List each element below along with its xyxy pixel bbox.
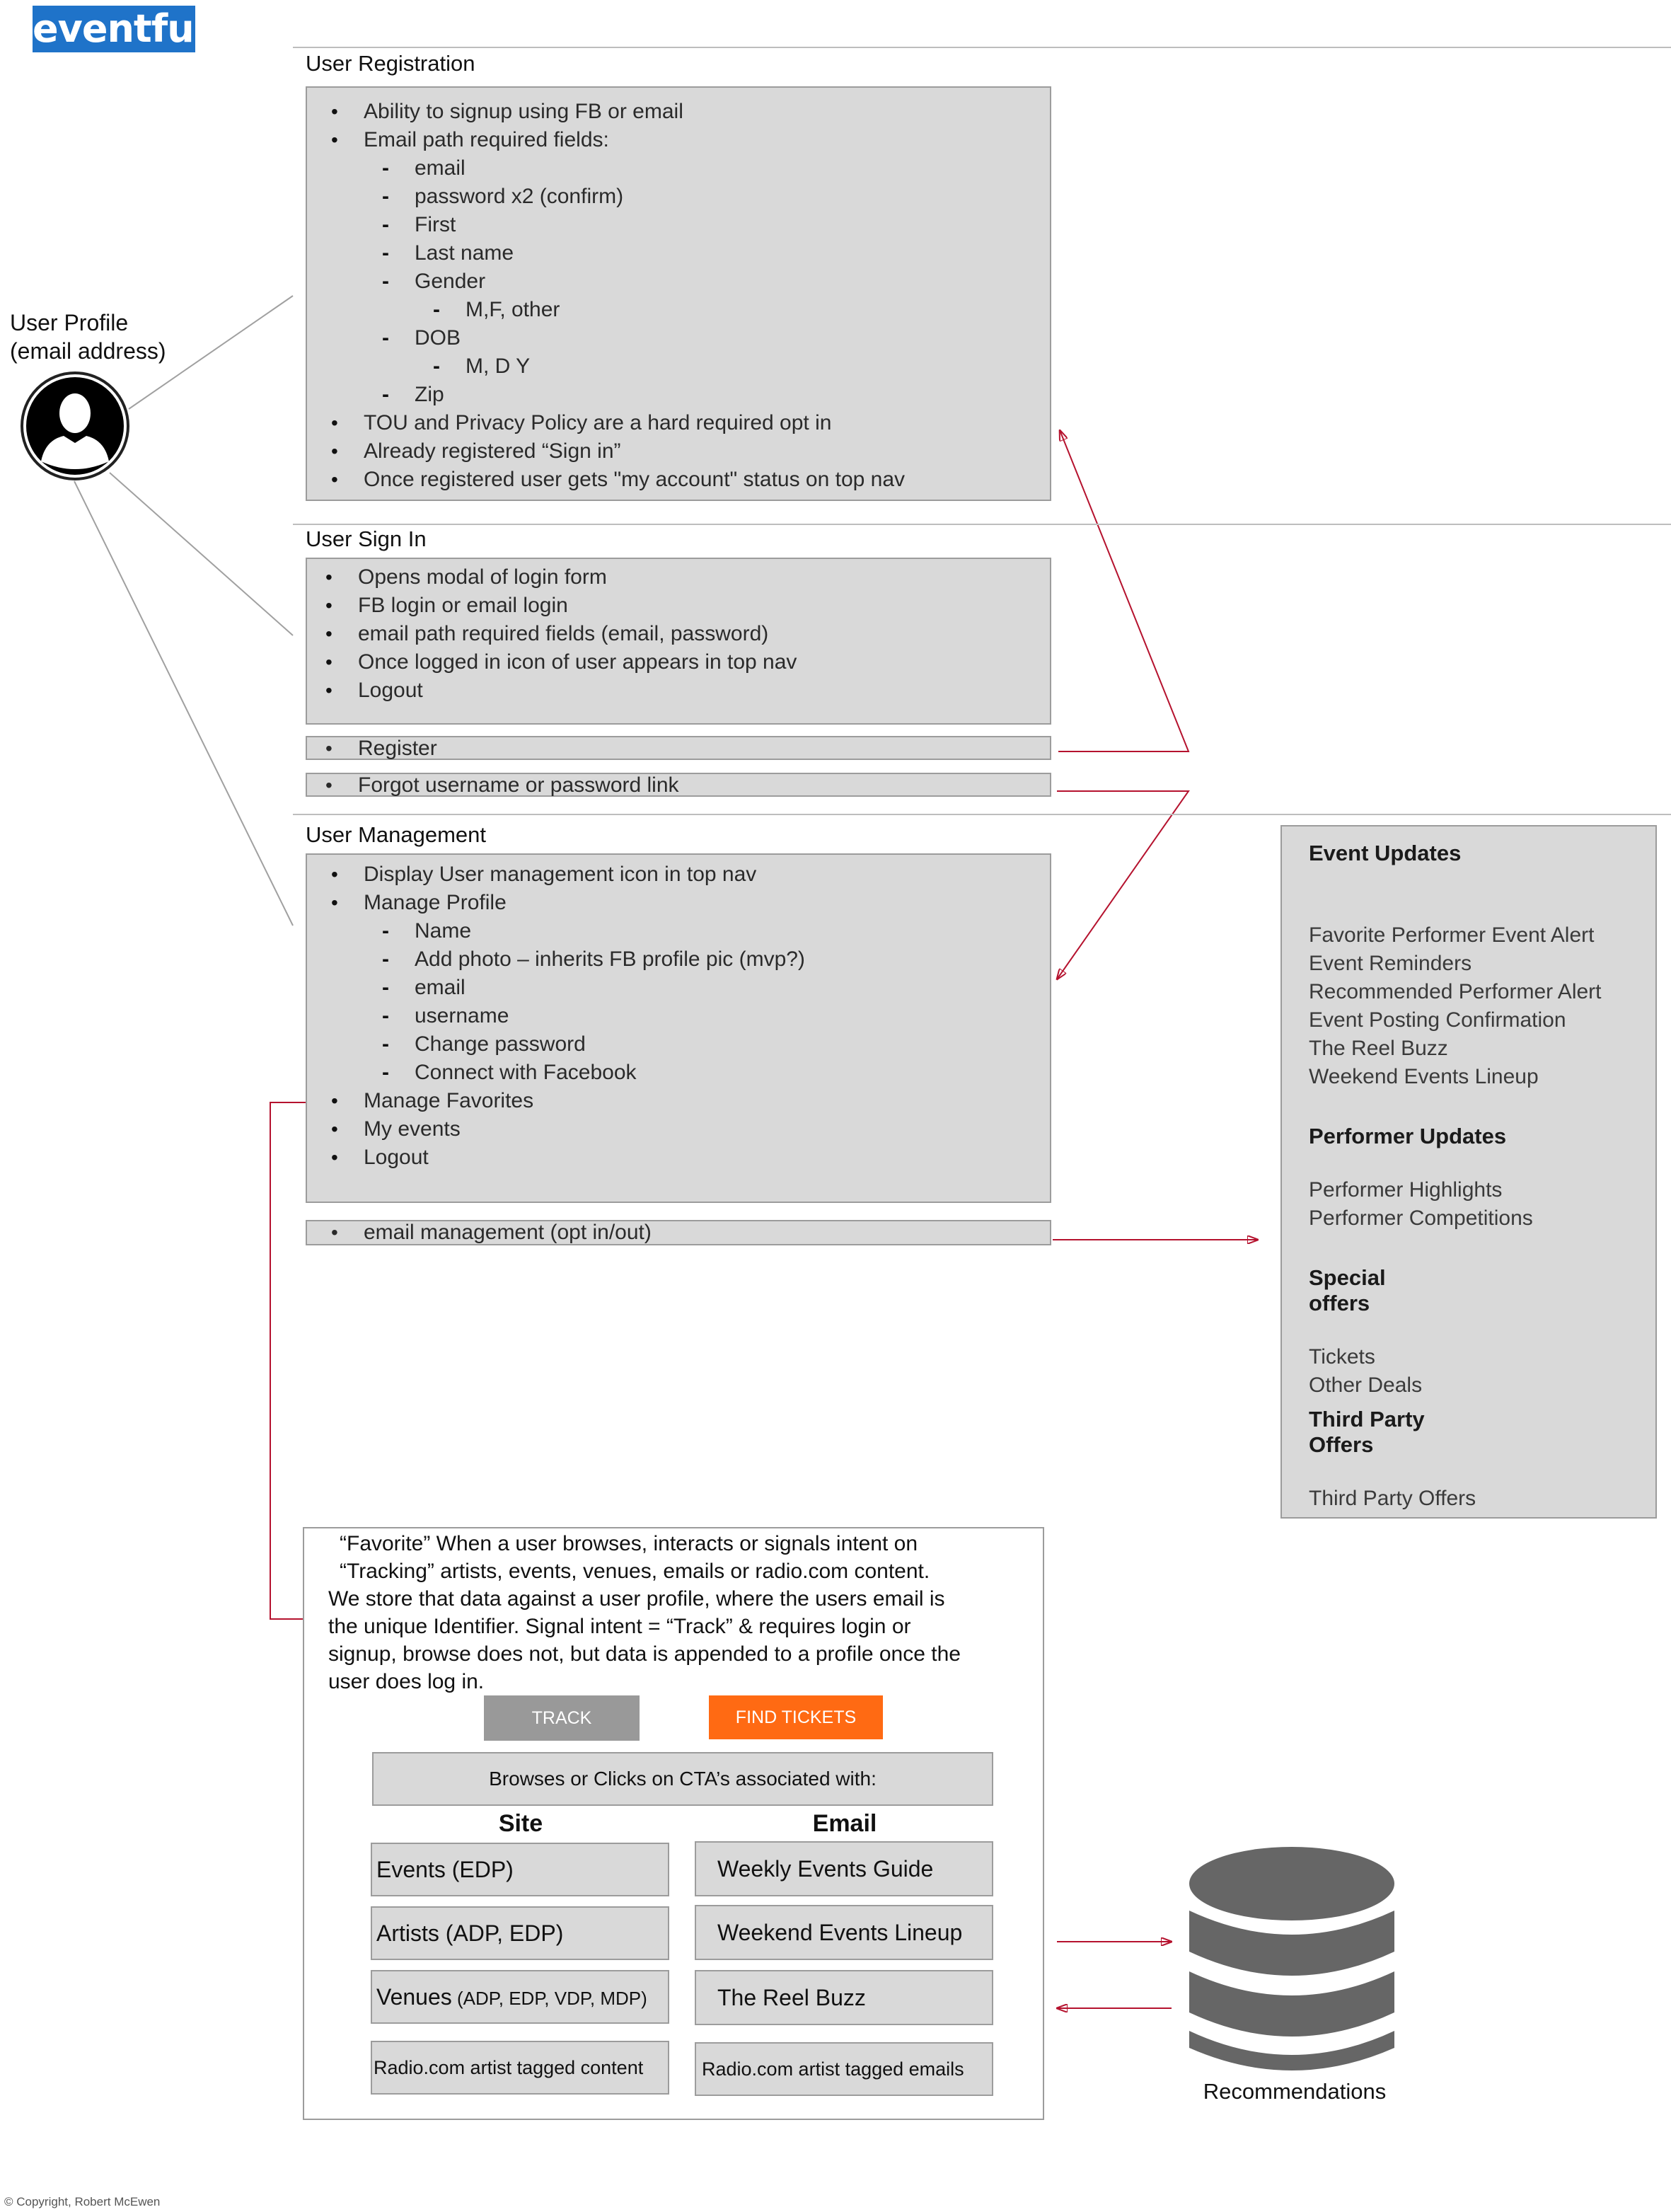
- email-panel-group: [1309, 1124, 1533, 1233]
- list-item: - Change password: [364, 1030, 805, 1059]
- email-panel-item: Event Reminders: [1309, 952, 1472, 975]
- favorite-line: signup, browse does not, but data is appended to a profile once the: [328, 1642, 961, 1666]
- signin-rule: [293, 524, 1671, 525]
- forgot-box[interactable]: [306, 773, 1051, 797]
- list-item: • Opens modal of login form: [358, 563, 797, 592]
- email-panel-heading: Special offers: [1309, 1265, 1386, 1315]
- list-item: • Manage Profile: [364, 889, 805, 917]
- list-item: - password x2 (confirm): [364, 183, 905, 211]
- list-item: - Name: [364, 917, 805, 945]
- list-item: • TOU and Privacy Policy are a hard required opt in: [364, 409, 905, 437]
- email-item-radio: [695, 2042, 993, 2096]
- favorite-line: “Tracking” artists, events, venues, emails or radio.com content.: [340, 1560, 930, 1583]
- list-item: • Ability to signup using FB or email: [364, 98, 905, 126]
- list-item: - Last name: [364, 239, 905, 267]
- email-item-reelbuzz: [695, 1970, 993, 2025]
- signin-title: User Sign In: [306, 526, 427, 551]
- register-box[interactable]: [306, 736, 1051, 760]
- email-mgmt-label[interactable]: email management (opt in/out): [364, 1221, 652, 1244]
- favorite-line: We store that data against a user profile, where the users email is: [328, 1587, 945, 1611]
- email-panel-item: Weekend Events Lineup: [1309, 1065, 1539, 1088]
- bullet: •: [325, 737, 333, 759]
- site-item-label: Events (EDP): [376, 1857, 514, 1882]
- bullet: •: [325, 774, 333, 796]
- list-item: • email path required fields (email, password): [358, 620, 797, 648]
- list-item: • Email path required fields:: [364, 126, 905, 154]
- email-panel-heading: Event Updates: [1309, 841, 1462, 865]
- forgot-arrow: [1057, 791, 1189, 979]
- find-tickets-button-label: FIND TICKETS: [735, 1707, 857, 1727]
- email-panel-item: The Reel Buzz: [1309, 1037, 1448, 1060]
- management-list: [364, 860, 805, 1172]
- site-heading: Site: [498, 1810, 543, 1837]
- site-item-venues: [371, 1970, 669, 2024]
- site-item-label: Venues: [376, 1984, 452, 2010]
- register-link[interactable]: Register: [358, 737, 437, 760]
- list-item: - Connect with Facebook: [364, 1059, 805, 1087]
- register-arrow: [1058, 430, 1189, 751]
- email-panel-group: [1309, 841, 1602, 1091]
- find-tickets-button[interactable]: [709, 1695, 883, 1739]
- list-item: - Gender: [364, 267, 905, 296]
- list-item: • Once registered user gets "my account" status on top nav: [364, 466, 905, 494]
- site-item-label: Artists (ADP, EDP): [376, 1920, 564, 1946]
- email-panel-item: Third Party Offers: [1309, 1487, 1476, 1510]
- radio-site-label: Radio.com artist tagged content: [374, 2057, 644, 2078]
- eventful-logo: eventful: [33, 6, 207, 51]
- favorite-description: [328, 1530, 1036, 1695]
- track-button[interactable]: [484, 1695, 640, 1741]
- signin-list: [358, 563, 797, 705]
- profile-label-line2: (email address): [10, 338, 166, 364]
- recommendations-label: Recommendations: [1203, 2079, 1387, 2104]
- copyright: © Copyright, Robert McEwen: [4, 2195, 161, 2208]
- venues-suffix: (ADP, EDP, VDP, MDP): [451, 1988, 647, 2009]
- list-item: - Zip: [364, 381, 905, 409]
- track-button-label: TRACK: [531, 1708, 592, 1728]
- management-box: [306, 853, 1051, 1203]
- favorite-line: “Favorite” When a user browses, interacts or signals intent on: [340, 1532, 918, 1555]
- management-title: User Management: [306, 822, 487, 847]
- list-item: • Logout: [364, 1144, 805, 1172]
- email-panel-item: Recommended Performer Alert: [1309, 980, 1602, 1003]
- email-item-weekend: [695, 1905, 993, 1960]
- email-panel-item: Tickets: [1309, 1345, 1375, 1369]
- email-heading: Email: [812, 1810, 877, 1837]
- email-panel-group: [1309, 1407, 1476, 1513]
- list-item: • FB login or email login: [358, 592, 797, 620]
- registration-box: [306, 86, 1051, 501]
- list-item: - M,F, other: [364, 296, 905, 324]
- radio-email-label: Radio.com artist tagged emails: [702, 2058, 964, 2080]
- site-item-events: [371, 1843, 669, 1896]
- email-item-label: Weekend Events Lineup: [717, 1920, 963, 1945]
- profile-to-registration-line: [129, 296, 293, 409]
- list-item: - username: [364, 1002, 805, 1030]
- email-panel-heading: Performer Updates: [1309, 1124, 1507, 1148]
- list-item: - email: [364, 154, 905, 183]
- email-panel-item: Favorite Performer Event Alert: [1309, 923, 1595, 947]
- email-panel-item: Other Deals: [1309, 1373, 1423, 1397]
- email-item-label: The Reel Buzz: [717, 1985, 866, 2010]
- email-panel-item: Event Posting Confirmation: [1309, 1008, 1566, 1032]
- list-item: - M, D Y: [364, 352, 905, 381]
- list-item: • Display User management icon in top nav: [364, 860, 805, 889]
- bullet: •: [331, 1221, 338, 1243]
- list-item: - email: [364, 974, 805, 1002]
- favorite-line: the unique Identifier. Signal intent = “Track” & requires login or: [328, 1615, 911, 1638]
- database-icon: [1186, 1845, 1398, 2086]
- forgot-link[interactable]: Forgot username or password link: [358, 773, 679, 797]
- list-item: - Add photo – inherits FB profile pic (mvp?): [364, 945, 805, 974]
- favorite-line: user does log in.: [328, 1670, 485, 1693]
- list-item: - First: [364, 211, 905, 239]
- management-rule: [293, 814, 1671, 815]
- email-item-label: Weekly Events Guide: [717, 1856, 934, 1882]
- email-updates-panel: [1280, 825, 1657, 1519]
- registration-title: User Registration: [306, 51, 475, 76]
- email-panel-group: [1309, 1265, 1422, 1400]
- email-item-weekly: [695, 1841, 993, 1896]
- email-mgmt-box[interactable]: [306, 1220, 1051, 1245]
- site-item-radio: [371, 2041, 669, 2095]
- signin-box: [306, 558, 1051, 725]
- registration-rule: [293, 47, 1671, 48]
- browses-label-box: [372, 1752, 993, 1806]
- profile-to-management-line: [74, 481, 293, 926]
- browses-label: Browses or Clicks on CTA’s associated with:: [489, 1768, 877, 1790]
- list-item: • Once logged in icon of user appears in top nav: [358, 648, 797, 676]
- profile-label-line1: User Profile: [10, 310, 129, 335]
- list-item: • My events: [364, 1115, 805, 1144]
- email-panel-item: Performer Highlights: [1309, 1178, 1503, 1202]
- list-item: • Manage Favorites: [364, 1087, 805, 1115]
- registration-list: [364, 98, 905, 494]
- email-panel-item: Performer Competitions: [1309, 1206, 1533, 1230]
- profile-to-signin-line: [110, 473, 293, 635]
- list-item: • Already registered “Sign in”: [364, 437, 905, 466]
- site-item-artists: [371, 1906, 669, 1960]
- email-panel-heading: Third Party Offers: [1309, 1407, 1425, 1457]
- list-item: • Logout: [358, 676, 797, 705]
- favorite-box: [303, 1527, 1044, 2120]
- list-item: - DOB: [364, 324, 905, 352]
